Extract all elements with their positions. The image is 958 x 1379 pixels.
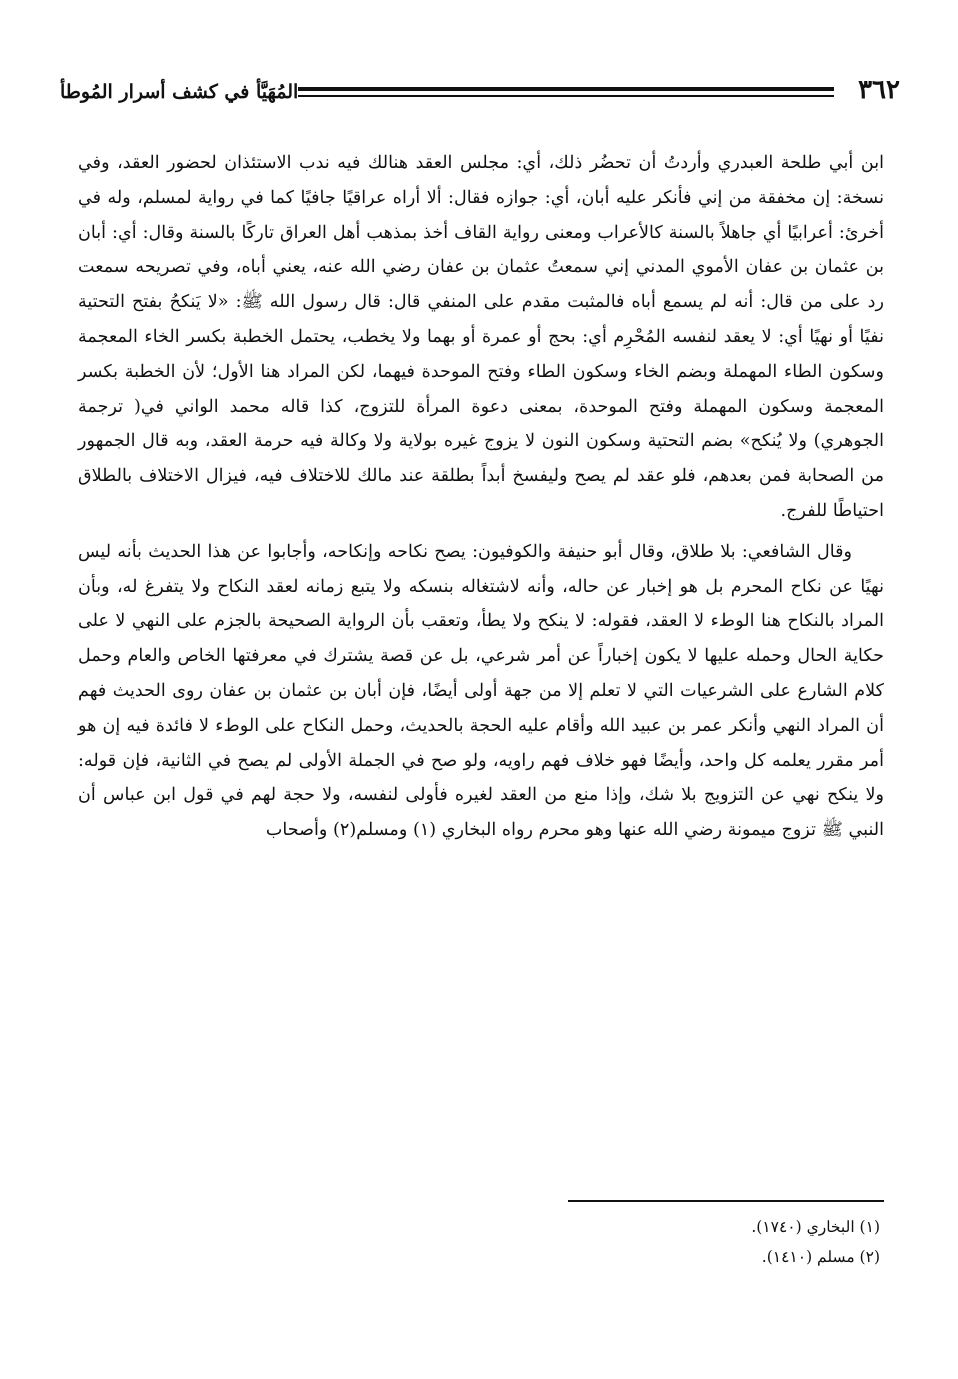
running-title: المُهَيَّأ في كشف أسرار المُوطأ xyxy=(60,81,299,103)
main-text xyxy=(78,146,884,848)
footnote-separator xyxy=(568,1200,884,1202)
page-header xyxy=(60,72,900,116)
footnote-item: (١) البخاري (١٧٤٠). xyxy=(751,1218,880,1236)
footnote-item: (٢) مسلم (١٤١٠). xyxy=(761,1248,880,1266)
paragraph: ابن أبي طلحة العبدري وأردتُ أن تحضُر ذلك، أي: مجلس العقد هنالك فيه ندب الاستئذان لحضور العقد، وفي نسخة: إن مخفقة من إني فأنكر عليه أبان، أي: جوازه فقال: ألا أراه عراقيًا جافيًا كما في رواية لمسلم، وله في أخرئ: أعرابيًا أي جاهلاً بالسنة كالأعراب ومعنى رواية القاف أخذ بمذهب أهل العراق تاركًا بالسنة وقال: أي: أبان بن عثمان بن عفان الأموي المدني إني سمعتُ عثمان بن عفان رضي الله عنه، يعني أباه، وفي تصريحه سمعت رد على من قال: أنه لم يسمع أباه فالمثبت مقدم على المنفي قال: قال رسول الله ﷺ: «لا يَنكحُ بفتح التحتية نفيًا أو نهيًا أي: لا يعقد لنفسه المُحْرِم أي: بحج أو عمرة أو بهما ولا يخطب، يحتمل الخطبة بكسر الخاء المعجمة وسكون الطاء المهملة وبضم الخاء وسكون الطاء وفتح الموحدة فيهما، لكن المراد هنا الأول؛ لأن الخطبة بكسر المعجمة وسكون المهملة وفتح الموحدة، بمعنى دعوة المرأة للتزوج، كذا قاله محمد الواني في( ترجمة الجوهري) ولا يُنكح» بضم التحتية وسكون النون لا يزوج غيره بولاية ولا وكالة فيه حرمة العقد، وبه قال الجمهور من الصحابة فمن بعدهم، فلو عقد لم يصح وليفسخ أبداً بطلقة عند مالك للاختلاف فيه، فيزال الاختلاف بالطلاق احتياطًا للفرج. xyxy=(78,153,884,521)
paragraph: وقال الشافعي: بلا طلاق، وقال أبو حنيفة والكوفيون: يصح نكاحه وإنكاحه، وأجابوا عن هذا الحديث بأنه ليس نهيًا عن نكاح المحرم بل هو إخبار عن حاله، وأنه لاشتغاله بنسكه ولا يتبع زمانه لعقد النكاح ولا يتفرغ له، وبأن المراد بالنكاح هنا الوطء لا العقد، فقوله: لا ينكح ولا يطأ، وتعقب بأن الرواية الصحيحة بالجزم على النهي لا على حكاية الحال وحمله عليها لا يكون إخباراً عن أمر شرعي، بل عن قصة يشترك في معرفتها الخاص والعام وحمل كلام الشارع على الشرعيات التي لا تعلم إلا من جهة أولى أيضًا، فإن أبان بن عثمان بن عفان روى الحديث فهم أن المراد النهي وأنكر عمر بن عبيد الله وأقام عليه الحجة بالحديث، وحمل النكاح على الوطء لا فائدة فيه إن هو أمر مقرر يعلمه كل واحد، وأيضًا فهو خلاف فهم راويه، ولو صح في الجملة الأولى لم يصح في الثانية، فإن قوله: ولا ينكح نهي عن التزويج بلا شك، وإذا منع من العقد لغيره فأولى لنفسه، ولا حجة لهم في قول ابن عباس أن النبي ﷺ تزوج ميمونة رضي الله عنها وهو محرم رواه البخاري (١) ومسلم(٢) وأصحاب xyxy=(78,541,884,841)
header-rule xyxy=(298,87,834,97)
page-number: ٣٦٢ xyxy=(858,75,900,105)
footnotes xyxy=(380,1212,880,1272)
